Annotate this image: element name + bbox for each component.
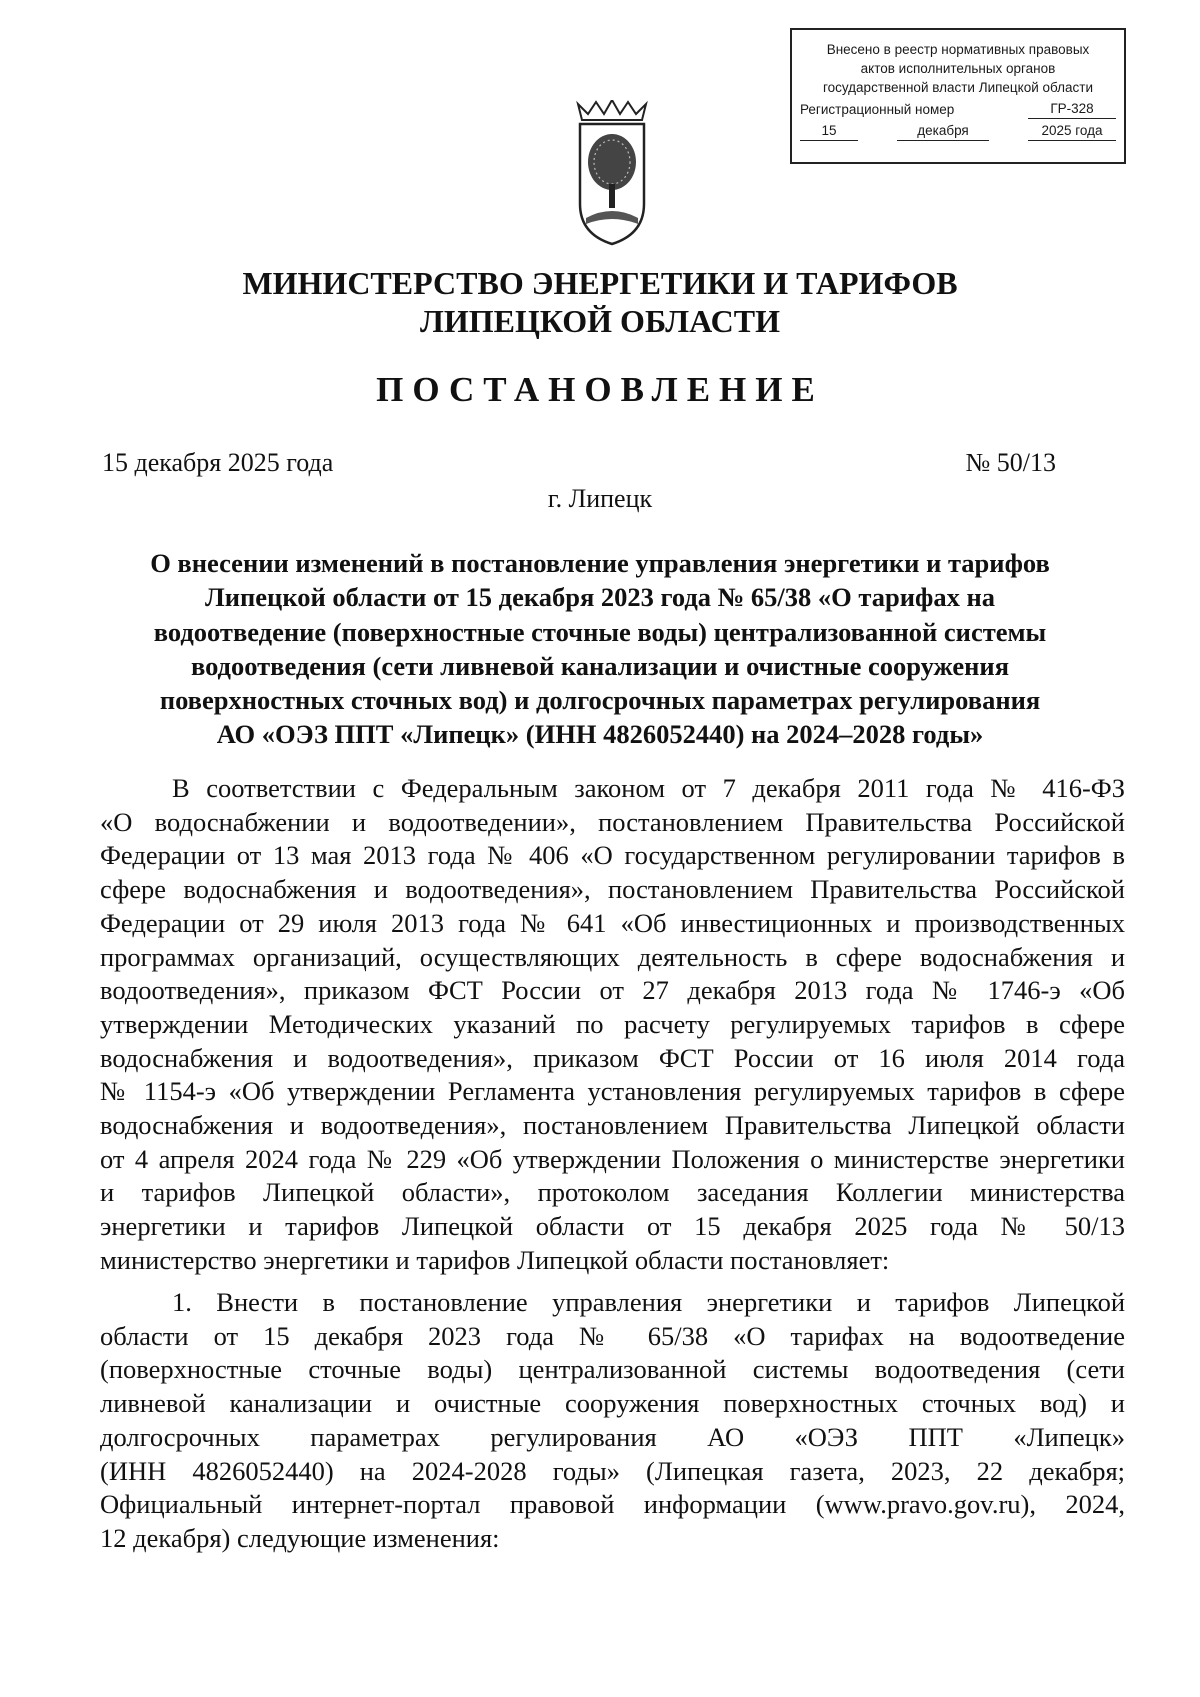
item-1-paragraph	[100, 1286, 1125, 1556]
title-line: поверхностных сточных вод) и долгосрочных параметрах регулирования	[159, 685, 1041, 716]
preamble-line: Федерации от 29 июля 2013 года № 641 «Об инвестиционных и производственных	[100, 907, 1125, 938]
item-1-line: ливневой канализации и очистные сооружения поверхностных сточных вод) и	[100, 1388, 1125, 1419]
preamble-line: «О водоснабжении и водоотведении», постановлением Правительства Российской	[100, 806, 1125, 837]
preamble-line: В соответствии с Федеральным законом от 7 декабря 2011 года № 416-ФЗ	[172, 773, 1125, 803]
preamble-line: водоснабжения и водоотведения», приказом ФСТ России от 16 июля 2014 года	[100, 1042, 1125, 1073]
title-line: О внесении изменений в постановление управления энергетики и тарифов	[150, 548, 1050, 578]
stamp-reg-number: ГР-328	[1028, 99, 1116, 119]
preamble-line: и тарифов Липецкой области», протоколом заседания Коллегии министерства	[100, 1177, 1125, 1208]
preamble-line: водоснабжения и водоотведения», постановлением Правительства Липецкой области	[100, 1110, 1125, 1141]
item-1-line: (поверхностные сточные воды) централизованной системы водоотведения (сети	[100, 1354, 1125, 1385]
preamble-line: энергетики и тарифов Липецкой области от 15 декабря 2025 года № 50/13	[100, 1211, 1125, 1242]
item-1-line: 12 декабря) следующие изменения:	[100, 1522, 500, 1553]
stamp-date-row	[800, 121, 1116, 141]
ministry-name-line-2: ЛИПЕЦКОЙ ОБЛАСТИ	[420, 303, 780, 339]
item-1-line: области от 15 декабря 2023 года № 65/38 «О тарифах на водоотведение	[100, 1320, 1125, 1351]
preamble-paragraph	[100, 772, 1125, 1278]
preamble-line: сфере водоснабжения и водоотведения», постановлением Правительства Российской	[100, 874, 1125, 905]
stamp-month: декабря	[897, 121, 989, 141]
stamp-day: 15	[800, 121, 858, 141]
stamp-registration-row	[800, 99, 1116, 119]
document-city: г. Липецк	[547, 484, 653, 513]
document-title	[100, 546, 1100, 752]
stamp-line-2: актов исполнительных органов	[860, 61, 1056, 76]
item-1-line: Официальный интернет-портал правовой информации (www.pravo.gov.ru), 2024,	[100, 1489, 1125, 1520]
ministry-name-line-1: МИНИСТЕРСТВО ЭНЕРГЕТИКИ И ТАРИФОВ	[242, 265, 958, 301]
registry-stamp	[790, 28, 1126, 164]
preamble-line: Федерации от 13 мая 2013 года № 406 «О государственном регулировании тарифов в	[100, 840, 1125, 871]
document-number: № 50/13	[965, 448, 1056, 477]
preamble-line: утверждении Методических указаний по расчету регулируемых тарифов в сфере	[100, 1008, 1125, 1039]
document-type: ПОСТАНОВЛЕНИЕ	[376, 370, 824, 409]
title-line: АО «ОЭЗ ППТ «Липецк» (ИНН 4826052440) на 2024–2028 годы»	[216, 719, 984, 750]
item-1-line: 1. Внести в постановление управления энергетики и тарифов Липецкой	[172, 1287, 1125, 1317]
stamp-line-3: государственной власти Липецкой области	[822, 80, 1094, 95]
title-line: водоотведения (сети ливневой канализации и очистные сооружения	[190, 650, 1010, 681]
preamble-line: № 1154-э «Об утверждении Регламента установления регулируемых тарифов в сфере	[100, 1076, 1125, 1107]
stamp-line-1: Внесено в реестр нормативных правовых	[826, 42, 1090, 57]
document-date: 15 декабря 2025 года	[102, 448, 334, 477]
lipetsk-coat-of-arms-icon	[572, 100, 652, 246]
preamble-line: от 4 апреля 2024 года № 229 «Об утверждении Положения о министерстве энергетики	[100, 1143, 1125, 1174]
stamp-year: 2025 года	[1028, 121, 1116, 141]
preamble-line: водоотведения», приказом ФСТ России от 27 декабря 2013 года № 1746-э «Об	[100, 975, 1125, 1006]
title-line: Липецкой области от 15 декабря 2023 года № 65/38 «О тарифах на	[205, 582, 995, 613]
preamble-line: министерство энергетики и тарифов Липецкой области постановляет:	[100, 1244, 890, 1275]
item-1-line: (ИНН 4826052440) на 2024-2028 годы» (Липецкая газета, 2023, 22 декабря;	[100, 1455, 1125, 1486]
item-1-line: долгосрочных параметрах регулирования АО «ОЭЗ ППТ «Липецк»	[100, 1421, 1125, 1452]
title-line: водоотведение (поверхностные сточные воды) централизованной системы	[153, 616, 1047, 647]
preamble-line: программах организаций, осуществляющих деятельность в сфере водоснабжения и	[100, 941, 1125, 972]
ministry-name	[0, 264, 1200, 340]
stamp-reg-label: Регистрационный номер	[800, 102, 955, 117]
